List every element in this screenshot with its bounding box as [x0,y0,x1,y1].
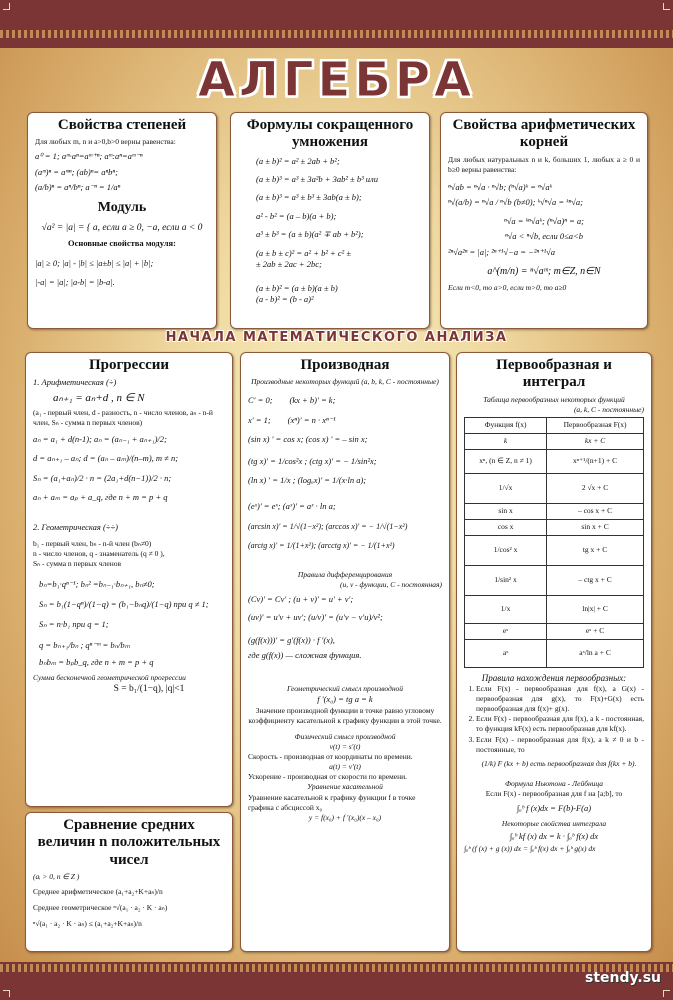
geom-meaning-title: Геометрический смысл производной [286,683,404,693]
card-abbrev [230,112,430,329]
geom-label: 2. Геометрическая (÷÷) [33,521,118,532]
phys-a: a(t) = v'(t) [329,762,361,772]
section-subtitle: НАЧАЛА МАТЕМАТИЧЕСКОГО АНАЛИЗА [165,330,508,345]
roots-title: Свойства арифметических корней [452,117,636,151]
derivative-line: (arctg x)' = 1/(1+x²); (arcctg x)' = − 1/(1+x²) [248,540,395,550]
abbrev-line: (a - b)² = (b - a)² [256,294,314,305]
modulus-props-title: Основные свойства модуля: [68,238,176,249]
roots-line: ²ⁿ√a²ⁿ = |a|; ²ⁿ⁺¹√−a = −²ⁿ⁺¹√a [448,246,556,257]
table-cell: – ctg x + C [547,565,644,595]
card-progressions [25,352,233,807]
means-geom: Среднее геометрическое ⁿ√(a₁ · a₂ · K · aₙ) [33,903,168,912]
antideriv-rules-title: Правила нахождения первообразных: [481,672,627,683]
crop-mark [663,3,670,10]
powers-line: a⁰ = 1; aᵐ·aⁿ=aᵐ⁺ⁿ; aᵐ:aⁿ=aᵐ⁻ⁿ [35,151,143,162]
rule-line: где g(f(x)) — сложная функция. [248,650,362,661]
geom-line: bₙ=b₁·qⁿ⁻¹; bₙ² =bₙ₋₁·bₙ₊₁, bₙ≠0; [39,578,155,589]
geom-line: Sₙ = n·b₁ при q = 1; [39,619,109,630]
rule-item: 3. Если F(x) - первообразная для f(x), а k ≠ 0 и b - постоянные, то [476,735,644,755]
phys-text: Ускорение - производная от скорости по времени. [248,772,407,782]
roots-line: a^(m/n) = ⁿ√aᵐ; m∈Z, n∈N [487,266,601,278]
table-cell: aˣ [465,639,547,667]
table-cell: 1/cos² x [465,535,547,565]
table-cell: xⁿ, (n ∈ Z, n ≠ 1) [465,449,547,473]
rule-item: 2. Если F(x) - первообразная для f(x), а k - постоянная, то функция kF(x) есть первообразная для kf(x). [476,714,644,734]
arith-line: d = aₙ₊₁ – aₙ; d = (aₙ – aₘ)/(n–m), m ≠ n; [33,453,179,464]
table-cell: tg x + C [547,535,644,565]
crop-mark [663,990,670,997]
modulus-line: |a| ≥ 0; |a| - |b| ≤ |a±b| ≤ |a| + |b|; [35,257,154,268]
table-row [465,535,644,565]
abbrev-line: (a ± b)² = a² ± 2ab + b²; [256,155,340,166]
table-row [465,519,644,535]
roots-note: Если m<0, то a>0, если m>0, то a≥0 [448,282,567,292]
modulus-title: Модуль [97,199,147,215]
phys-v: v(t) = s'(t) [329,741,361,751]
geom-line: bₙbₘ = bₚb_q, где n + m = p + q [39,657,154,668]
means-title: Сравнение средних величин n положительных чисел [37,817,221,868]
derivative-line: C' = 0; (kx + b)' = k; [248,395,336,406]
card-roots [440,112,648,329]
table-row [465,503,644,519]
rule-item: 1. Если F(x) - первообразная для f(x), а G(x) - первообразная для g(x), то F(x)+G(x) есть первообразная для f(x)+ g(x). [476,684,644,714]
newton-leibniz-formula: ∫ₐᵇ f (x)dx = F(b)-F(a) [516,803,592,814]
table-cell: 2 √x + C [547,473,644,503]
table-cell: 1/x [465,595,547,623]
tangent-text: Уравнение касательной к графику функции f в точке графика с абсциссой x₀ [248,792,416,812]
tangent-formula: y = f(x₀) + f '(x₀)(x – x₀) [308,812,382,822]
abbrev-line: (a ± b ± c)² = a² + b² + c² ± [256,247,351,258]
table-row [465,433,644,449]
derivative-intro: Производные некоторых функций (a, b, k, C - постоянные) [251,377,439,387]
bottom-band [0,962,673,1000]
arith-def: aₙ₊₁ = aₙ+d , n ∈ N [53,391,145,404]
top-band [0,0,673,48]
modulus-line: |-a| = |a|; |a-b| = |b-a|. [35,277,115,288]
site-watermark: stendy.su [585,970,661,986]
geom-line: q = bₙ₊₁/bₙ ; qⁿ⁻ᵐ = bₙ/bₘ [39,639,130,650]
means-arith: Среднее арифметическое (a₁+a₂+K+aₙ)/n [33,886,163,896]
card-powers [27,112,217,329]
tangent-title: Уравнение касательной [307,782,383,792]
abbrev-line: (a ± b)³ = a³ ± 3a²b + 3ab² ± b³ или [256,173,378,184]
rule-line: (uv)' = u'v + uv'; (u/v)' = (u'v − v'u)/v²; [248,611,383,622]
table-cell: sin x + C [547,519,644,535]
abbrev-line: a³ ± b³ = (a ± b)(a² ∓ ab + b²); [256,229,364,240]
derivative-line: (sin x) ' = cos x; (cos x) ' = – sin x; [248,434,368,445]
table-cell: xⁿ⁺¹/(n+1) + C [547,449,644,473]
abbrev-line: a² - b² = (a – b)(a + b); [256,210,337,221]
arith-line: aₙ = a₁ + d(n-1); aₙ = (aₙ₋₁ + aₙ₊₁)/2; [33,433,167,444]
table-row [465,565,644,595]
infinite-formula: S = b₁/(1−q), |q|<1 [113,684,185,694]
abbrev-line: (a ± b)² = (a ± b)(a ± b) [256,282,338,293]
ornament-strip [0,30,673,38]
antideriv-rules [464,684,644,755]
table-row [465,449,644,473]
table-header-row [465,417,644,433]
ornament-strip [0,964,673,972]
newton-leibniz-text: Если F(x) - первообразная для f на [a;b], то [485,789,623,799]
newton-leibniz-title: Формула Ньютона - Лейбница [504,778,604,788]
table-cell: cos x [465,519,547,535]
antideriv-table-note: (a, k, C - постоянные) [573,404,644,414]
phys-meaning-title: Физический смысл производной [294,731,396,741]
geom-note: n - число членов, q - знаменатель (q ≠ 0 ), [33,549,165,559]
powers-line: (aᵐ)ⁿ = aᵐⁿ; (ab)ⁿ= aⁿbⁿ; [35,166,118,177]
geom-note: b₁ - первый член, bₙ - n-й член (bₙ≠0) [33,539,152,549]
derivative-title: Производная [300,357,390,373]
card-integral [456,352,652,952]
abbrev-title: Формулы сокращенного умножения [246,117,414,151]
arith-line: aₙ + aₘ = aₚ + a_q, где n + m = p + q [33,492,168,503]
rule3-formula: (1/k) F (kx + b) есть первообразная для f(kx + b). [481,758,637,768]
roots-line: ⁿ√ab = ⁿ√a · ⁿ√b; (ⁿ√a)ᵏ = ⁿ√aᵏ [448,181,552,192]
geom-note: Sₙ - сумма n первых членов [33,559,122,569]
table-row [465,473,644,503]
derivative-line: x' = 1; (xⁿ)' = n · xⁿ⁻¹ [248,414,336,425]
geom-line: Sₙ = b₁(1−qⁿ)/(1−q) = (b₁−bₙq)/(1−q) при q ≠ 1; [39,599,209,609]
modulus-def: √a² = |a| = { a, если a ≥ 0, −a, если a < 0 [41,222,203,233]
roots-line: ⁿ√(a/b) = ⁿ√a / ⁿ√b (b≠0); ᵏ√ⁿ√a = ᵏⁿ√a; [448,197,583,208]
powers-intro: Для любых m, n и a>0,b>0 верны равенства: [35,137,176,147]
means-cond: (aᵢ > 0, n ∈ Z ) [33,871,80,881]
crop-mark [3,990,10,997]
antideriv-table-title: Таблица первообразных некоторых функций [483,394,625,404]
derivative-line: (tg x)' = 1/cos²x ; (ctg x)' = − 1/sin²x; [248,455,377,466]
roots-line: ⁿ√a = ᵏⁿ√aᵏ; (ⁿ√a)ⁿ = a; [504,215,584,226]
arith-note: (a₁ - первый член, d - разность, n - число членов, aₙ - n-й член, Sₙ - сумма n первых членов) [33,407,213,427]
abbrev-line: ± 2ab ± 2ac + 2bc; [256,259,322,270]
rules-note: (u, v - функции, C - постоянная) [339,579,442,589]
table-row [465,639,644,667]
phys-text: Скорость - производная от координаты по времени. [248,752,413,761]
table-cell: ln|x| + C [547,595,644,623]
means-ineq: ⁿ√(a₁ · a₂ · K · aₙ) ≤ (a₁+a₂+K+aₙ)/n [33,919,142,929]
table-cell: 1/sin² x [465,565,547,595]
table-header: Первообразная F(x) [547,417,644,433]
abbrev-line: (a ± b)³ = a³ ± b³ ± 3ab(a ± b); [256,192,362,203]
derivative-line: (eˣ)' = eˣ; (aˣ)' = aˣ · ln a; [248,500,336,511]
table-row [465,595,644,623]
roots-line: ⁿ√a < ⁿ√b, если 0≤a<b [504,231,584,242]
crop-mark [3,3,10,10]
card-means [25,812,233,952]
table-cell: eˣ + C [547,623,644,639]
rule-line: (g(f(x)))' = g'(f(x)) · f '(x), [248,634,335,645]
rule-line: (Cv)' = Cv' ; (u + v)' = u' + v'; [248,594,354,605]
table-header: Функция f(x) [465,417,547,433]
integral-title: Первообразная и интеграл [496,357,612,391]
powers-title: Свойства степеней [57,117,187,133]
rules-title: Правила дифференцирования [297,569,393,579]
table-cell: aˣ/ln a + C [547,639,644,667]
arith-line: Sₙ = (a₁+aₙ)/2 · n = (2a₁+d(n−1))/2 · n; [33,472,172,483]
arith-label: 1. Арифметическая (÷) [33,377,117,388]
table-cell: k [465,433,547,449]
table-cell: 1/√x [465,473,547,503]
table-cell: sin x [465,503,547,519]
poster-title: АЛГЕБРА [197,52,476,108]
table-cell: eˣ [465,623,547,639]
roots-intro: Для любых натуральных n и k, больших 1, любых a ≥ 0 и b≥0 верны равенства: [448,154,640,174]
derivative-line: (arcsin x)' = 1/√(1−x²); (arccos x)' = − 1/√(1−x²) [248,522,408,532]
integral-prop: ∫ₐᵇ kf (x) dx = k · ∫ₐᵇ f(x) dx [509,830,599,841]
geom-meaning-text: Значение производной функции в точке равно угловому коэффициенту касательной к графику функции в этой точке. [248,705,442,725]
powers-line: (a/b)ⁿ = aⁿ/bⁿ; a⁻ⁿ = 1/aⁿ [35,182,121,193]
integral-prop: ∫ₐᵇ (f (x) + g (x)) dx = ∫ₐᵇ f(x) dx + ∫ₐᵇ g(x) dx [464,844,596,854]
table-cell: – cos x + C [547,503,644,519]
integral-props-title: Некоторые свойства интеграла [501,818,607,828]
geom-meaning-formula: f '(x₀) = tg a = k [317,694,373,705]
infinite-label: Сумма бесконечной геометрической прогрессии [33,672,186,682]
card-derivative [240,352,450,952]
table-cell: kx + C [547,433,644,449]
progressions-title: Прогрессии [88,357,170,373]
derivative-line: (ln x) ' = 1/x ; (logₐx)' = 1/(x·ln a); [248,475,367,486]
table-row [465,623,644,639]
antiderivative-table [464,417,644,668]
